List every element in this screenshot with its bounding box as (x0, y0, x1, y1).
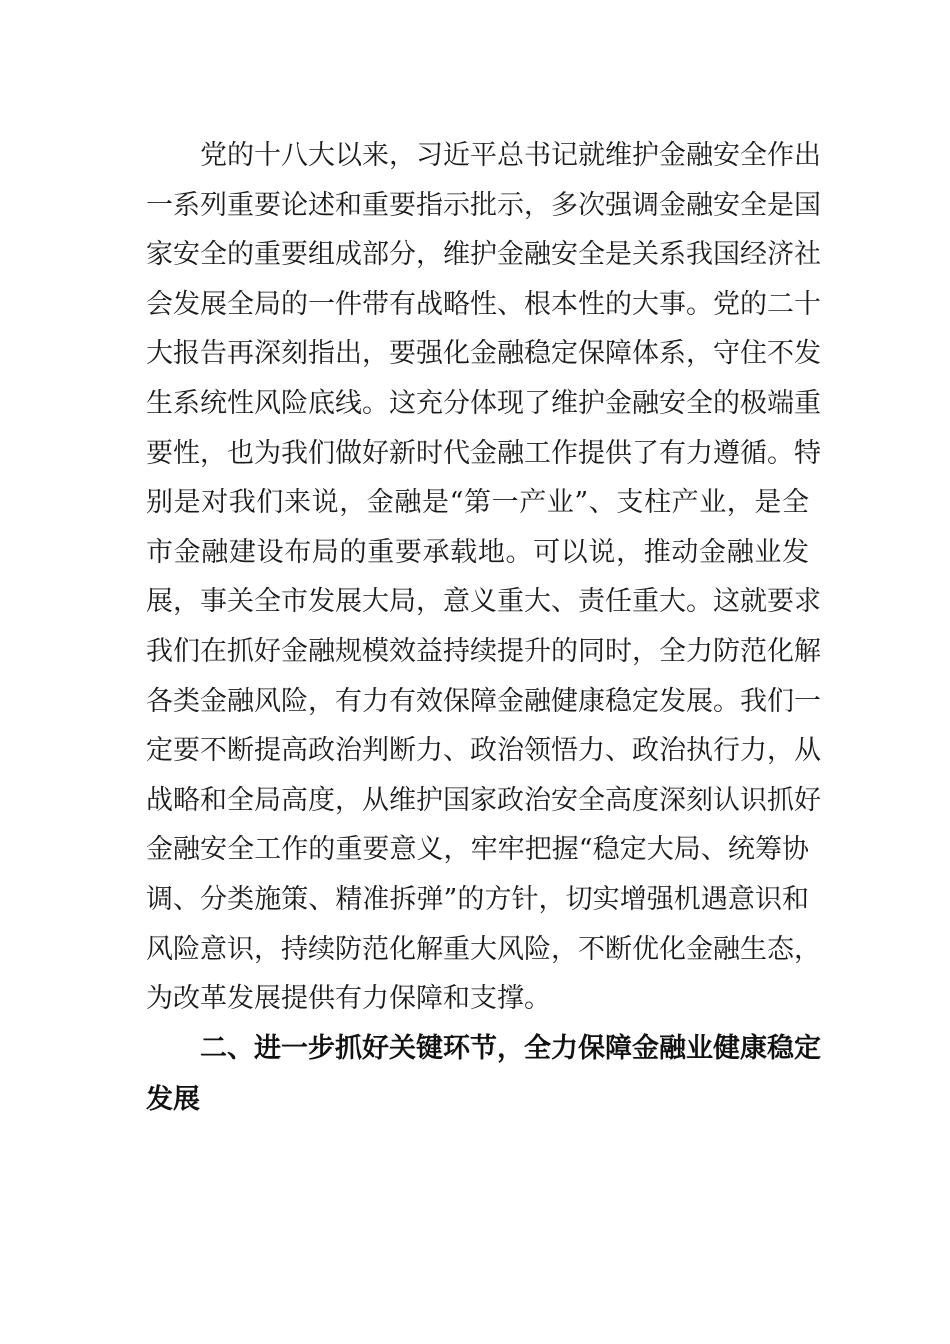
paragraph-line-13: 定要不断提高政治判断力、政治领悟力、政治执行力，从 (146, 735, 821, 767)
paragraph-line-11: 我们在抓好金融规模效益持续提升的同时，全力防范化解 (146, 635, 821, 667)
paragraph-line-7: 要性，也为我们做好新时代金融工作提供了有力遵循。特 (146, 437, 821, 469)
body-paragraph (146, 131, 821, 1024)
paragraph-line-6: 生系统性风险底线。这充分体现了维护金融安全的极端重 (146, 387, 821, 419)
paragraph-line-12: 各类金融风险，有力有效保障金融健康稳定发展。我们一 (146, 685, 821, 717)
section-heading (146, 1023, 821, 1125)
paragraph-line-4: 会发展全局的一件带有战略性、根本性的大事。党的二十 (146, 288, 821, 320)
paragraph-line-3: 家安全的重要组成部分，维护金融安全是关系我国经济社 (146, 239, 821, 271)
paragraph-line-1: 党的十八大以来，习近平总书记就维护金融安全作出 (146, 140, 821, 171)
heading-line-2: 发展 (146, 1084, 200, 1115)
paragraph-line-2: 一系列重要论述和重要指示批示，多次强调金融安全是国 (146, 189, 821, 221)
paragraph-line-8: 别是对我们来说，金融是“第一产业”、支柱产业，是全 (146, 487, 809, 519)
paragraph-line-17: 风险意识，持续防范化解重大风险，不断优化金融生态， (146, 933, 821, 965)
paragraph-line-5: 大报告再深刻指出，要强化金融稳定保障体系，守住不发 (146, 338, 821, 370)
paragraph-line-10: 展，事关全市发展大局，意义重大、责任重大。这就要求 (146, 586, 821, 618)
paragraph-line-9: 市金融建设布局的重要承载地。可以说，推动金融业发 (146, 536, 809, 568)
paragraph-line-16: 调、分类施策、精准拆弹”的方针，切实增强机遇意识和 (146, 883, 809, 915)
paragraph-line-14: 战略和全局高度，从维护国家政治安全高度深刻认识抓好 (146, 784, 821, 816)
heading-line-1: 二、进一步抓好关键环节，全力保障金融业健康稳定 (146, 1033, 821, 1064)
paragraph-line-18: 为改革发展提供有力保障和支撑。 (146, 983, 551, 1015)
paragraph-line-15: 金融安全工作的重要意义，牢牢把握“稳定大局、统筹协 (146, 834, 809, 866)
